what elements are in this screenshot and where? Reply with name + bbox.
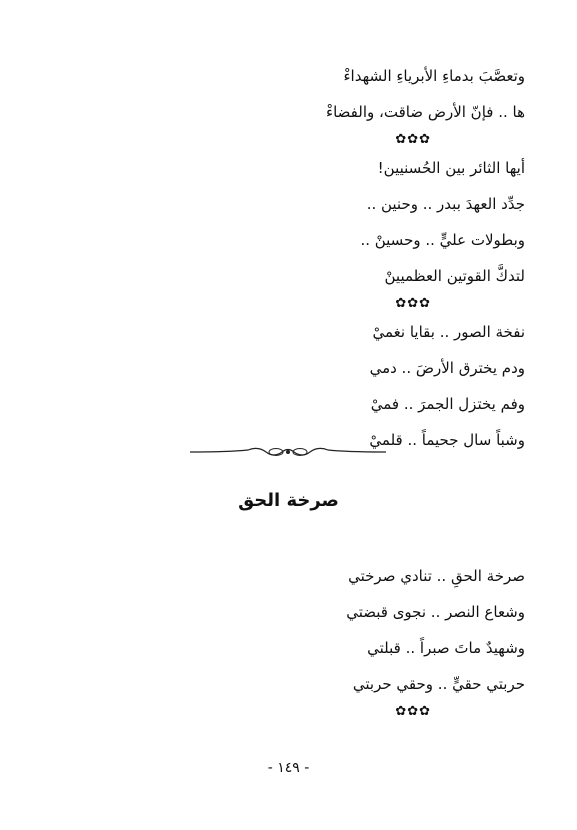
verse-line: حربتي حقيٍّ .. وحقي حربتي (352, 675, 525, 693)
flower-ornament-icon: ✿✿✿ (395, 296, 431, 311)
verse-block-bottom (265, 558, 525, 722)
verse-line: صرخة الحقِ .. تنادي صرختي (348, 567, 525, 585)
verse-line: وشهيدٌ ماتَ صبراً .. قبلتي (367, 639, 525, 657)
poem-title: صرخة الحق (238, 490, 339, 511)
verse-line: لتدكَّ القوتين العظميينْ (384, 267, 525, 285)
divider-ornament-icon (188, 440, 388, 464)
verse-line: وتعصَّبَ بدماءِ الأبرياءِ الشهداءْ (343, 67, 525, 85)
flower-ornament-icon: ✿✿✿ (395, 704, 431, 719)
flower-ornament-icon: ✿✿✿ (395, 132, 431, 147)
verse-line: ها .. فإنّ الأرض ضاقت، والفضاءْ (326, 103, 525, 121)
verse-block-top (265, 58, 525, 458)
verse-line: أيها الثائر بين الحُسنيين! (377, 159, 525, 177)
verse-line: جدِّد العهدَ ببدر .. وحنين .. (366, 195, 525, 213)
verse-line: وفم يختزل الجمرَ .. فميْ (370, 395, 525, 413)
verse-line: وشباً سال جحيماً .. قلميْ (369, 431, 525, 449)
verse-line: وشعاع النصر .. نجوى قبضتي (346, 603, 525, 621)
verse-line: نفخة الصور .. بقايا نغميْ (372, 323, 525, 341)
page-number: - ١٤٩ - (267, 760, 310, 776)
verse-line: ودم يخترق الأرضَ .. دمي (369, 359, 525, 377)
verse-line: وبطولات عليٍّ .. وحسينْ .. (360, 231, 525, 249)
